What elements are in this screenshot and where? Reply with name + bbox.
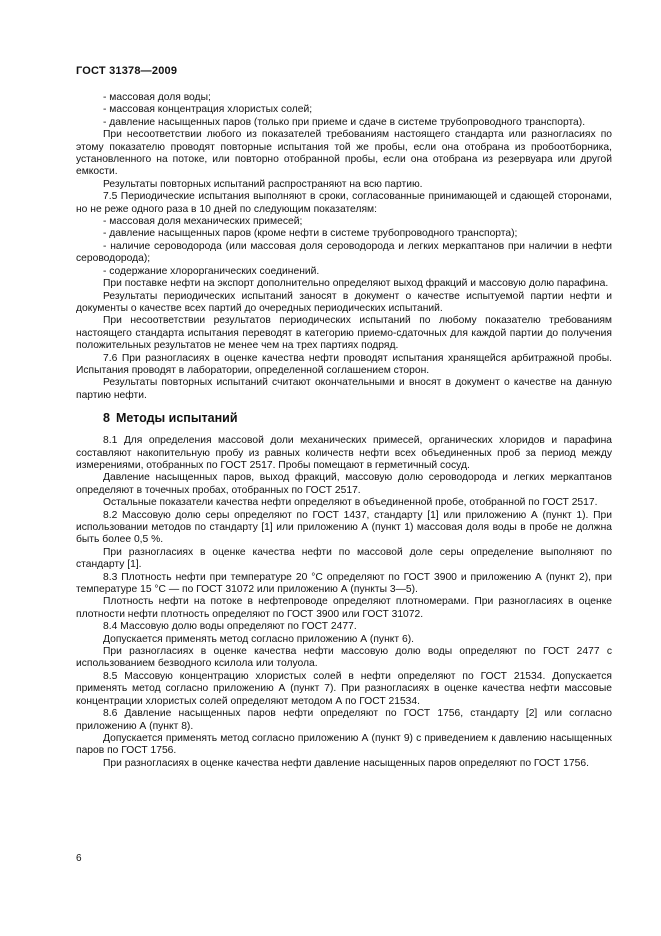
- paragraph: Результаты повторных испытаний распространяют на всю партию.: [103, 178, 423, 190]
- paragraph: - содержание хлорорганических соединений.: [103, 265, 320, 277]
- paragraphs-after-section: [76, 435, 612, 770]
- section-title: Методы испытаний: [115, 411, 238, 426]
- paragraph: 8.2 Массовую долю серы определяют по ГОСТ 1437, стандарту [1] или приложению А (пункт 1). При использовании методов по стандарту [1] или приложению А (пункт 1) массовая доля воды в пробе не должна быть более 0,5 %.: [76, 509, 612, 546]
- paragraph: - наличие сероводорода (или массовая доля сероводорода и легких меркаптанов при наличии в нефти сероводорода);: [76, 240, 612, 265]
- paragraph: 8.4 Массовую долю воды определяют по ГОСТ 2477.: [103, 621, 357, 633]
- section-heading: [76, 411, 612, 426]
- document-body: [76, 92, 612, 770]
- paragraph: При несоответствии результатов периодических испытаний по любому показателю требованиям настоящего стандарта испытания переводят в категорию приемо-сдаточных для каждой партии до получения положительных результатов не менее чем на трех партиях подряд.: [76, 315, 612, 352]
- paragraph: Допускается применять метод согласно приложению А (пункт 6).: [103, 633, 414, 645]
- paragraph: При разногласиях в оценке качества нефти давление насыщенных паров определяют по ГОСТ 1756.: [103, 757, 589, 769]
- paragraph: 7.5 Периодические испытания выполняют в сроки, согласованные принимающей и сдающей сторонами, но не реже одного раза в 10 дней по следующим показателям:: [76, 191, 612, 215]
- paragraph: При разногласиях в оценке качества нефти массовую долю воды определяют по ГОСТ 2477 с использованием безводного ксилола или толуола.: [76, 646, 612, 670]
- paragraph: 8.3 Плотность нефти при температуре 20 °С определяют по ГОСТ 3900 и приложению А (пункт 2), при температуре 15 °С — по ГОСТ 31072 или приложению А (пункты 3—5).: [76, 571, 612, 596]
- paragraph: Плотность нефти на потоке в нефтепроводе определяют плотномерами. При разногласиях в оценке плотности нефти плотность определяют по ГОСТ 3900 или ГОСТ 31072.: [76, 596, 612, 620]
- paragraph: При разногласиях в оценке качества нефти по массовой доле серы определение выполняют по стандарту [1].: [76, 546, 612, 571]
- document-header: ГОСТ 31378—2009: [76, 65, 178, 77]
- page-number: 6: [76, 853, 82, 864]
- paragraph: - массовая доля воды;: [103, 92, 211, 103]
- paragraphs-before-section: [76, 92, 612, 402]
- paragraph: Результаты повторных испытаний считают окончательными и вносят в документ о качестве на данную партию нефти.: [76, 377, 612, 401]
- paragraph: 7.6 При разногласиях в оценке качества нефти проводят испытания хранящейся арбитражной пробы. Испытания проводят в лаборатории, определенной соглашением сторон.: [76, 352, 612, 376]
- paragraph: - давление насыщенных паров (кроме нефти в системе трубопроводного транспорта);: [103, 228, 518, 240]
- paragraph: Остальные показатели качества нефти определяют в объединенной пробе, отобранной по ГОСТ 2517.: [103, 497, 598, 509]
- paragraph: - массовая концентрация хлористых солей;: [103, 104, 313, 116]
- paragraph: При несоответствии любого из показателей требованиям настоящего стандарта или разногласиях по этому показателю проводят повторные испытания той же пробы, если она отобрана из пробоотборника, установленного на потоке, или повторно отобранной пробы, если она отобрана из резервуара или другой емкости.: [76, 129, 612, 178]
- paragraph: 8.1 Для определения массовой доли механических примесей, органических хлоридов и парафина составляют накопительную пробу из равных количеств нефти всех объединенных проб за период между измерениями, отобранных по ГОСТ 2517. Пробы помещают в герметичный сосуд.: [76, 435, 612, 471]
- paragraph: - массовая доля механических примесей;: [103, 216, 303, 228]
- paragraph: Результаты периодических испытаний заносят в документ о качестве испытуемой партии нефти и документы о качестве всех партий до очередных периодических испытаний.: [76, 290, 612, 314]
- paragraph: 8.5 Массовую концентрацию хлористых солей в нефти определяют по ГОСТ 21534. Допускается применять метод согласно приложению А (пункт 7). При разногласиях в оценке качества нефти массовые концентрации хлористых солей определяют методом А по ГОСТ 21534.: [76, 670, 612, 707]
- paragraph: - давление насыщенных паров (только при приеме и сдаче в системе трубопроводного транспорта).: [103, 116, 586, 128]
- paragraph: При поставке нефти на экспорт дополнительно определяют выход фракций и массовую долю парафина.: [103, 278, 609, 290]
- paragraph: 8.6 Давление насыщенных паров нефти определяют по ГОСТ 1756, стандарту [2] или согласно приложению А (пункт 8).: [76, 708, 612, 732]
- section-number: 8: [103, 411, 110, 426]
- paragraph: Давление насыщенных паров, выход фракций, массовую долю сероводорода и легких меркаптанов определяют в точечных пробах, отобранных по ГОСТ 2517.: [76, 472, 612, 496]
- paragraph: Допускается применять метод согласно приложению А (пункт 9) с приведением к давлению насыщенных паров по ГОСТ 1756.: [76, 732, 612, 757]
